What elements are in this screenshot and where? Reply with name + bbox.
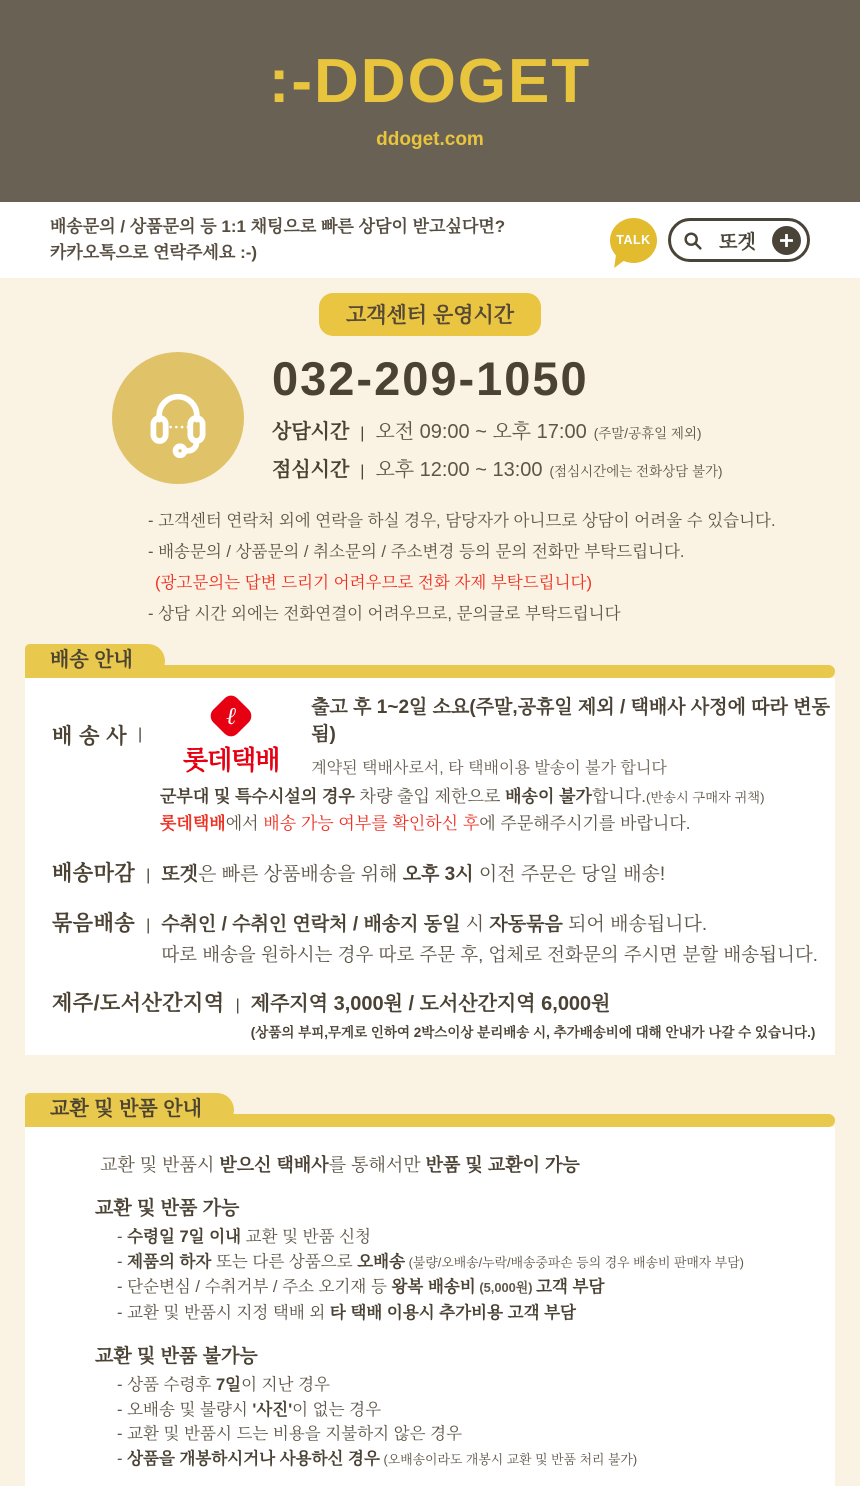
plus-icon (780, 234, 793, 247)
lotte-logo-text: 롯데택배 (182, 745, 280, 775)
cs-note-line: - 배송문의 / 상품문의 / 취소문의 / 주소변경 등의 문의 전화만 부탁드립니다. (148, 543, 685, 561)
cs-note-line-ad-warning: (광고문의는 답변 드리기 어려우므로 전화 자제 부탁드립니다) (155, 574, 592, 592)
shipping-section (25, 644, 835, 1055)
military-notice-line2: 롯데택배에서 배송 가능 여부를 확인하신 후에 주문해주시기를 바랍니다. (160, 814, 691, 833)
lotte-courier-logo (167, 693, 295, 777)
military-notice (160, 784, 835, 837)
site-header (0, 0, 860, 202)
jeju-content (251, 987, 816, 1041)
separator: | (146, 867, 151, 884)
list-item: - 교환 및 반품시 지정 택배 외 타 택배 이용시 추가비용 고객 부담 (117, 1303, 576, 1322)
consult-hours-row (272, 415, 723, 444)
courier-row (52, 692, 835, 778)
kakao-talk-icon[interactable] (610, 218, 657, 263)
customer-center-notes (148, 506, 860, 630)
list-item: - 교환 및 반품시 드는 비용을 지불하지 않은 경우 (117, 1425, 463, 1443)
jeju-label: 제주/도서산간지역 (52, 992, 225, 1015)
bundle-label: 묶음배송 (52, 912, 136, 935)
lunch-hours-time: 오후 12:00 ~ 13:00 (375, 459, 543, 482)
military-notice-line1: 군부대 및 특수시설의 경우 차량 출입 제한으로 배송이 불가합니다.(반송시 구매자 귀책) (160, 787, 765, 806)
headset-icon (112, 352, 244, 484)
lunch-hours-note: (점심시간에는 전화상담 불가) (549, 464, 723, 480)
separator: | (360, 425, 365, 443)
courier-label: 배 송 사 (52, 725, 128, 748)
shipping-tab-row (25, 644, 835, 678)
separator: | (360, 463, 365, 481)
search-icon (682, 230, 703, 251)
bundle-line1: 수취인 / 수취인 연락처 / 배송지 동일 시 자동묶음 되어 배송됩니다. (161, 914, 708, 935)
lotte-symbol-icon (207, 692, 255, 740)
deadline-content: 또겟은 빠른 상품배송을 위해 오후 3시 이전 주문은 당일 배송! (161, 864, 666, 885)
customer-center-phone: 032-209-1050 (272, 352, 589, 405)
jeju-line1: 제주지역 3,000원 / 도서산간지역 6,000원 (250, 993, 611, 1015)
courier-line2: 계약된 택배사로서, 타 택배이용 발송이 불가 합니다 (311, 760, 667, 777)
bundle-row (52, 907, 835, 967)
kakao-channel-name: 또겟 (719, 231, 756, 253)
courier-line1: 출고 후 1~2일 소요(주말,공휴일 제외 / 택배사 사정에 따라 변동됨) (311, 697, 830, 745)
kakao-channel-search[interactable] (668, 218, 810, 262)
cs-note-line: - 상담 시간 외에는 전화연결이 어려우므로, 문의글로 부탁드립니다 (148, 605, 621, 623)
customer-center-info (272, 352, 723, 482)
list-item: - 수령일 7일 이내 교환 및 반품 신청 (117, 1228, 371, 1246)
cs-note-line: - 고객센터 연락처 외에 연락을 하실 경우, 담당자가 아니므로 상담이 어려울 수 있습니다. (148, 512, 776, 530)
kakao-talk-label: TALK (616, 233, 651, 247)
separator: | (146, 917, 151, 934)
kakao-contact-line2: 카카오톡으로 연락주세요 :-) (50, 243, 258, 262)
kakao-contact-line1: 배송문의 / 상품문의 등 1:1 채팅으로 빠른 상담이 받고싶다면? (50, 216, 506, 236)
deadline-row (52, 857, 835, 887)
site-logo: :-DDOGET (268, 47, 592, 116)
kakao-contact-widgets (610, 218, 810, 263)
returns-impossible-heading: 교환 및 반품 불가능 (95, 1346, 258, 1367)
separator: | (235, 997, 240, 1014)
returns-tab-row (25, 1093, 835, 1127)
site-domain: ddoget.com (376, 129, 484, 150)
returns-tab: 교환 및 반품 안내 (25, 1093, 234, 1127)
kakao-contact-strip (0, 202, 860, 278)
returns-intro: 교환 및 반품시 받으신 택배사를 통해서만 반품 및 교환이 가능 (100, 1155, 580, 1175)
list-item: - 오배송 및 불량시 '사진'이 없는 경우 (117, 1400, 382, 1419)
lotte-symbol-wrap (167, 693, 295, 739)
returns-possible-heading: 교환 및 반품 가능 (95, 1198, 240, 1219)
list-item: - 상품 수령후 7일이 지난 경우 (117, 1376, 330, 1394)
bundle-content (161, 909, 818, 967)
jeju-row (52, 987, 835, 1041)
kakao-contact-text (50, 214, 505, 267)
jeju-line2: (상품의 부피,무게로 인하여 2박스이상 분리배송 시, 추가배송비에 대해 안내가 나갈 수 있습니다.) (250, 1025, 816, 1040)
customer-center-badge: 고객센터 운영시간 (319, 293, 541, 336)
bundle-line2: 따로 배송을 원하시는 경우 따로 주문 후, 업체로 전화문의 주시면 분할 배송됩니다. (161, 944, 818, 965)
returns-box (25, 1127, 835, 1486)
kakao-channel-add-button[interactable] (772, 226, 801, 255)
consult-hours-time: 오전 09:00 ~ 오후 17:00 (375, 421, 587, 444)
returns-section (25, 1093, 835, 1486)
customer-center-badge-wrap (0, 278, 860, 336)
list-item: - 제품의 하자 또는 다른 상품으로 오배송 (불량/오배송/누락/배송중파손 등의 경우 배송비 판매자 부담) (117, 1252, 744, 1271)
courier-content (311, 692, 835, 778)
consult-hours-note: (주말/공휴일 제외) (593, 426, 702, 442)
shipping-tab: 배송 안내 (25, 644, 165, 678)
lotte-glyph: ℓ (226, 702, 237, 730)
customer-center-block (112, 352, 860, 484)
lunch-hours-row (272, 453, 723, 482)
consult-hours-label: 상담시간 (272, 421, 350, 444)
lunch-hours-label: 점심시간 (272, 459, 350, 482)
separator: | (138, 726, 143, 743)
deadline-label: 배송마감 (52, 862, 136, 885)
list-item: - 단순변심 / 수취거부 / 주소 오기재 등 왕복 배송비 (5,000원) 고객 부담 (117, 1278, 605, 1296)
shipping-box (25, 678, 835, 1055)
returns-possible-list (117, 1225, 835, 1325)
returns-impossible-list (117, 1373, 835, 1472)
list-item: - 상품을 개봉하시거나 사용하신 경우 (오배송이라도 개봉시 교환 및 반품 처리 불가) (117, 1449, 638, 1468)
